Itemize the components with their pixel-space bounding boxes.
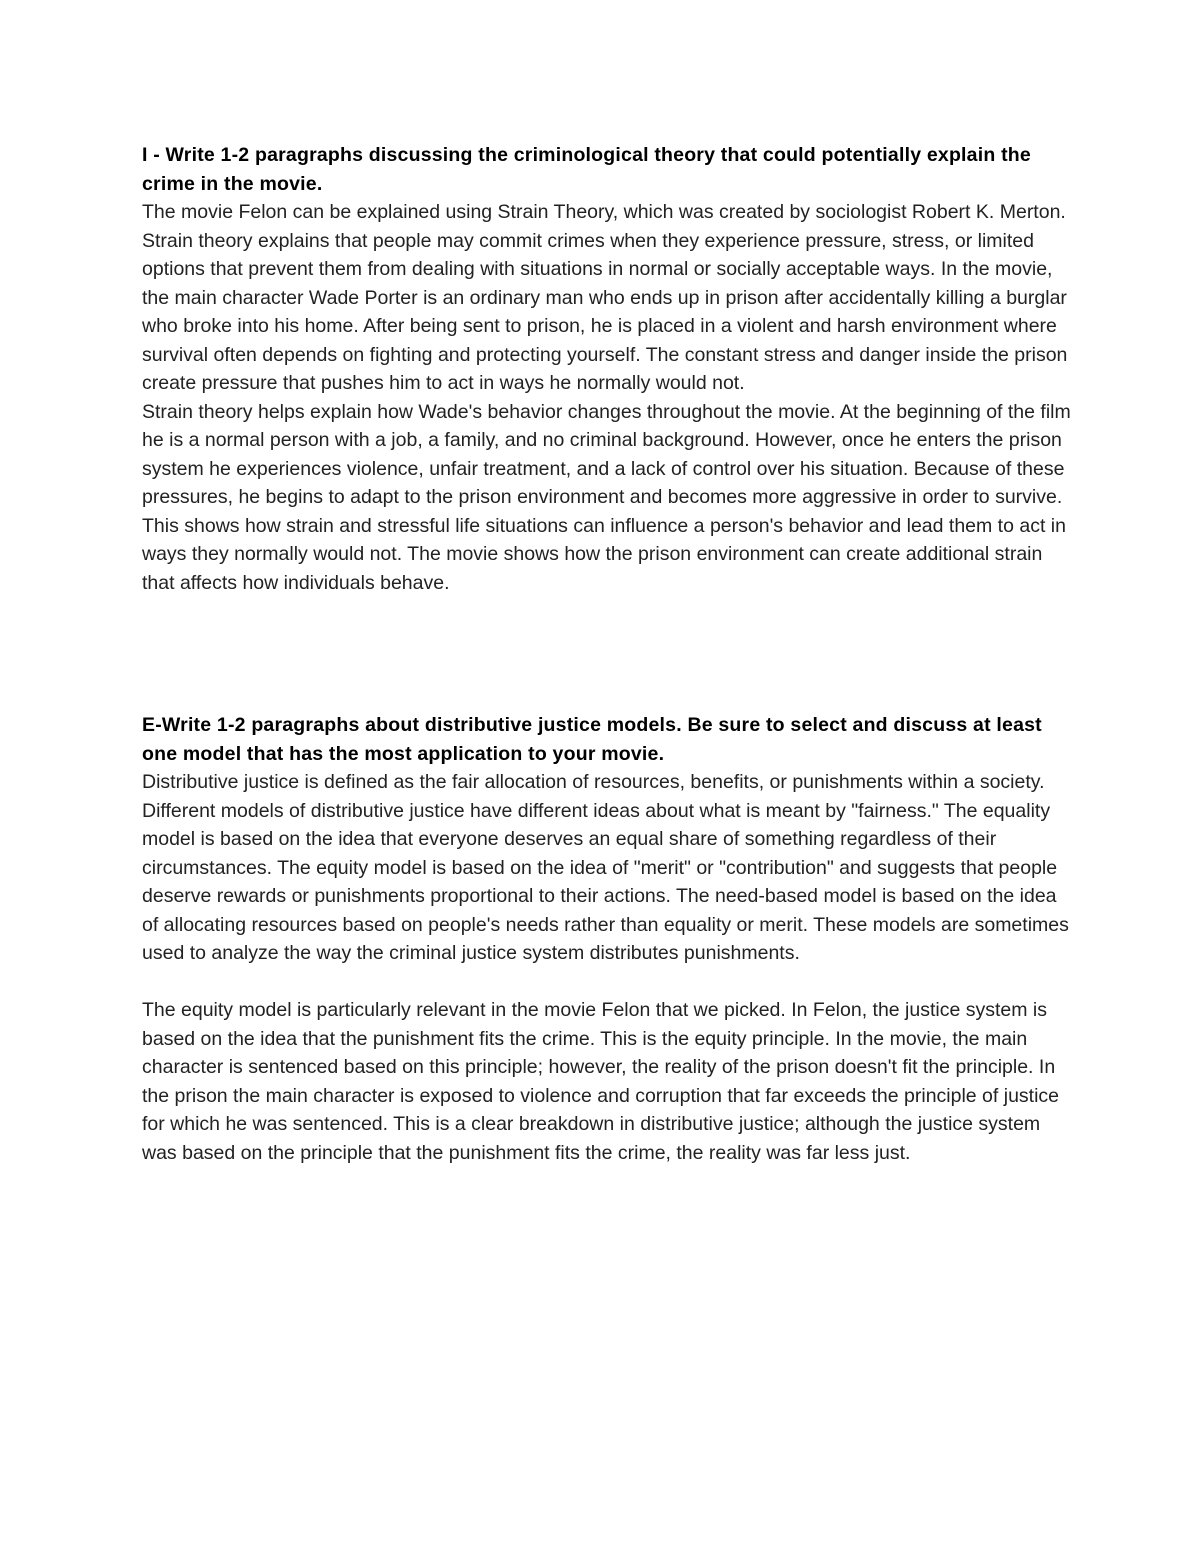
- document-body: [142, 141, 1072, 1167]
- section-e-heading: E-Write 1-2 paragraphs about distributive justice models. Be sure to select and discuss at least one model that has the most application to your movie.: [142, 714, 1042, 765]
- section-e-paragraph-2: The equity model is particularly relevant in the movie Felon that we picked. In Felon, the justice system is based on the idea that the punishment fits the crime. This is the equity principle. In the movie, the main character is sentenced based on this principle; however, the reality of the prison doesn't fit the principle. In the prison the main character is exposed to violence and corruption that far exceeds the principle of justice for which he was sentenced. This is a clear breakdown in distributive justice; although the justice system was based on the principle that the punishment fits the crime, the reality was far less just.: [142, 999, 1060, 1164]
- paragraph-spacer: [142, 968, 1072, 997]
- section-e-paragraph-1: Distributive justice is defined as the fair allocation of resources, benefits, or punishments within a society. Different models of distributive justice have different ideas about what is meant by "fairness." The equality model is based on the idea that everyone deserves an equal share of something regardless of their circumstances. The equity model is based on the idea of "merit" or "contribution" and suggests that people deserve rewards or punishments proportional to their actions. The need-based model is based on the idea of allocating resources based on people's needs rather than equality or merit. These models are sometimes used to analyze the way the criminal justice system distributes punishments.: [142, 771, 1069, 964]
- section-i-heading: I - Write 1-2 paragraphs discussing the criminological theory that could potentially explain the crime in the movie.: [142, 144, 1031, 195]
- section-i-paragraph-2: Strain theory helps explain how Wade's behavior changes throughout the movie. At the beginning of the film he is a normal person with a job, a family, and no criminal background. However, once he enters the prison system he experiences violence, unfair treatment, and a lack of control over his situation. Because of these pressures, he begins to adapt to the prison environment and becomes more aggressive in order to survive. This shows how strain and stressful life situations can influence a person's behavior and lead them to act in ways they normally would not. The movie shows how the prison environment can create additional strain that affects how individuals behave.: [142, 400, 1071, 594]
- section-spacer: [142, 597, 1072, 711]
- section-i-paragraph-1: The movie Felon can be explained using Strain Theory, which was created by sociologist Robert K. Merton. Strain theory explains that people may commit crimes when they experience pressure, stress, or limited options that prevent them from dealing with situations in normal or socially acceptable ways. In the movie, the main character Wade Porter is an ordinary man who ends up in prison after accidentally killing a burglar who broke into his home. After being sent to prison, he is placed in a violent and harsh environment where survival often depends on fighting and protecting yourself. The constant stress and danger inside the prison create pressure that pushes him to act in ways he normally would not.: [142, 201, 1068, 394]
